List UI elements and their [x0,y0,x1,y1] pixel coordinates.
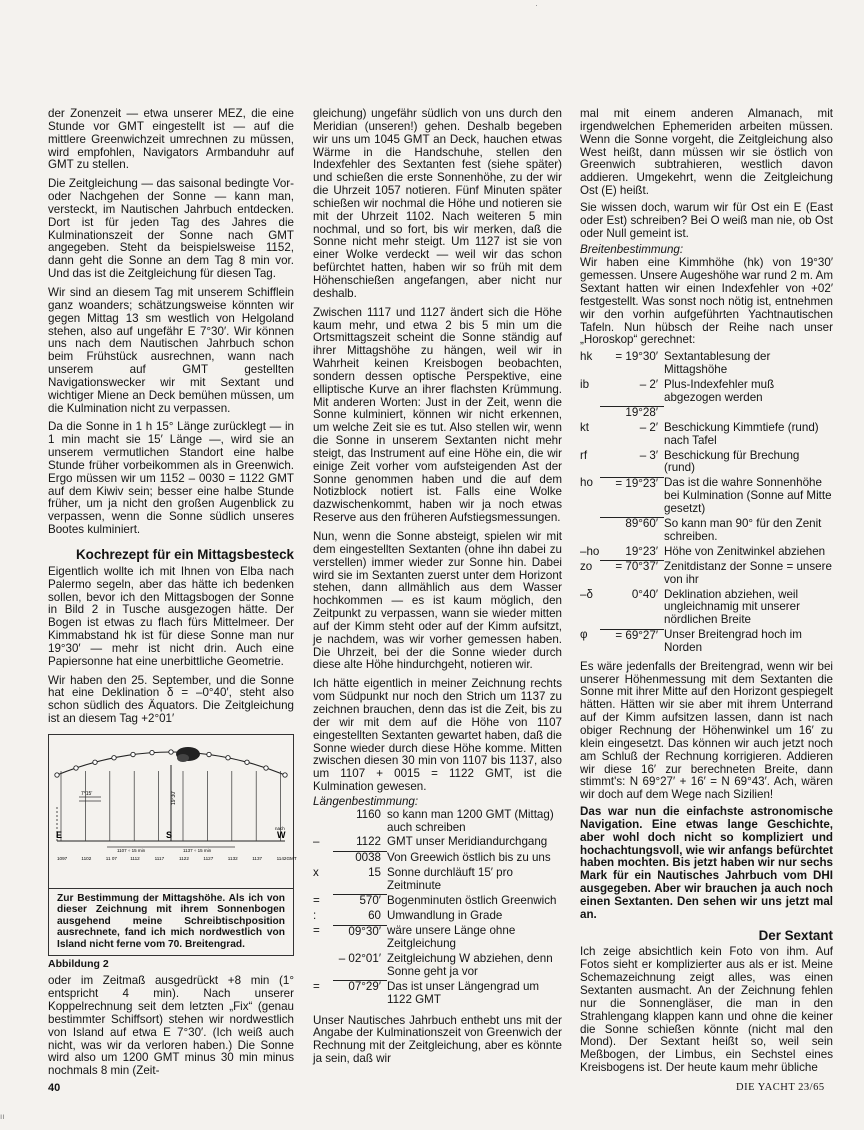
paragraph: der Zonenzeit — etwa unserer MEZ, die eine Stunde vor GMT eingestellt ist — auf die mittlere Greenwichzeit umrechnen zu müssen, wird empfohlen, Navigators Armbanduhr auf GMT zu stellen. [48,107,294,172]
row-value: 1122 [356,835,381,849]
dir-east: E [56,829,63,840]
row-text [664,407,833,422]
row-symbol: – [313,835,320,849]
row-symbol: ho [580,476,593,490]
paragraph: Da die Sonne in 1 h 15° Länge zurücklegt — in 1 min macht sie 15′ Länge —, wird sie an unserem vermutlichen Standort eine halbe Stunde früher vorbeikommen als in Greenwich. Ergo müssen wir um 1152 – 0030 = 1122 GMT auf dem Kiwiv sein; besser eine halbe Stunde früher, um ja nicht den großen Augenblick zu verpassen, wenn die Sonne südlich unseres Bootes kulminiert. [48,420,294,537]
subheading-latitude: Breitenbestimmung: [580,243,684,257]
time-label: 1137 [252,855,263,861]
calc-row [313,809,562,837]
row-value: – 2′ [639,420,658,434]
arc-point [150,750,154,754]
section-heading: Kochrezept für ein Mittagsbesteck [75,547,294,562]
row-symbol: zo [580,559,593,573]
page-number: 40 [48,1082,61,1094]
paragraph: Wir sind an diesem Tag mit unserem Schifflein ganz woanders; schätzungsweise könnten wir gegen Mittag 13 sm westlich von Helgoland stehen, also auf ungefähr E 7°30′. Wir können uns nach dem Nautischen Jahrbuch schon beim Frühstück ausrechnen, wann nach unserem auf GMT gestellten Navigationswecker wir mit Sextant und wichtiger Miene an Deck bemühen müssen, um die Kulmination nicht zu verpassen. [48,285,294,415]
row-value: = 19°30′ [615,350,658,364]
row-text: Sextantablesung der Mittagshöhe [664,350,771,377]
bracket-label-2: 1137 ÷ 15 min [183,847,212,853]
paragraph: Die Zeitgleichung — das saisonal bedingte Vor- oder Nachgehen der Sonne — kann man, versteckt, im Nautischen Jahrbuch entdecken. Dort ist für jeden Tag des Jahres die Kulminationszeit der Sonne nach GMT angegeben. Steht da beispielsweise 1152, dann geht die Sonne an dem Tag 8 min vor. Und das ist die Zeitgleichung für diesen Tag. [48,177,294,281]
row-text: Bogenminuten östlich Greenwich [387,893,557,907]
figure-box [48,734,297,957]
small-angle-label: 7°15′ [81,790,93,797]
paragraph: oder im Zeitmaß ausgedrückt +8 min (1° entspricht 4 min). Nach unserer Koppelrechnung seit dem letzten „Fix“ (genau bestimmter Schiffsort) stehen wir nordwestlich von Island auf etwa E 7°30′. (Ich weiß auch nicht, was wir da verloren haben.) Die Sonne wird also um 1200 GMT minus 30 min minus nochmals 8 min (Zeit- [48,974,294,1078]
paragraph: Wir haben den 25. September, und die Sonne hat eine Deklination δ = –0°40′, steht also schon südlich des Äquators. Die Zeitgleichung ist an diesem Tag +2°01′ [48,673,294,726]
row-text: Zenitdistanz der Sonne = unsere von ihr [664,559,832,586]
row-symbol [313,852,333,867]
calc-row [580,450,833,478]
longitude-table [313,809,562,1009]
row-value: 0038 [333,852,387,867]
sun-icon [176,747,200,762]
calc-row [580,477,833,518]
time-label: 1112 [130,855,140,861]
journal-footer: DIE YACHT 23/65 [736,1082,825,1093]
time-label: 1132 [227,855,238,861]
row-value: = 19°23′ [600,477,664,518]
row-value: = 70°37′ [600,561,664,589]
row-symbol: = [313,924,320,938]
calc-row [580,379,833,407]
row-text: Unser Breitengrad hoch im Norden [664,628,802,654]
row-text: Das ist unser Längengrad um 1122 GMT [387,979,540,1006]
paragraph: Sie wissen doch, warum wir für Ost ein E (East oder Est) schreiben? Bei O weiß man nie, ob Ost oder Null gemeint ist. [580,200,833,240]
calc-row [580,518,833,546]
row-text: Beschickung Kimmtiefe (rund) nach Tafel [664,420,819,447]
time-label: 1102 [81,855,92,861]
calc-row [313,953,562,981]
paragraph: Nun, wenn die Sonne absteigt, spielen wir mit dem eingestellten Sextanten (ohne ihn dabei zu verstellen) immer wieder zur Sonne hin. Dabei wird sie im Sextanten zuerst unter dem Horizont stehen, dann allmählich aus dem Wasser hochkommen — es ist kaum möglich, den Zeitpunkt zu verpassen, wann sie wieder mitten auf der Kimm steht oder auf der Kimm aufsitzt, je nachdem, was wir vorher gemessen haben. Die Uhrzeit, bei der die Sonne wieder durch diese alte Höhe hindurchgeht, notieren wir. [313,530,562,672]
calc-row [313,925,562,953]
arc-point [226,756,230,760]
paragraph: gleichung) ungefähr südlich von uns durch den Meridian (unseren!) gehen. Deshalb begeben wir uns um 1045 GMT an Deck, hauchen etwas Wärme in die Handschuhe, stellen den Indexfehler des Sextanten fest (siehe später) und schießen die erste Sonnenhöhe, zu der wir die Uhrzeit 1057 notieren. Fünf Minuten später schießen wir nochmal die Höhe und notieren sie mit der Uhrzeit 1102. Nach weiteren 5 min nochmal, und so fort, bis wir merken, daß die Sonne nicht mehr steigt. Um 1127 ist sie von einer Wolke verdeckt — weil wir das schon befürchtet hatten, haben wir so früh mit dem Höhenschießen angefangen, aber nicht nur deshalb. [313,107,562,300]
arc-point [55,773,59,777]
calc-row [580,351,833,379]
row-value: – 02°01′ [338,952,381,966]
column-2 [313,108,562,1072]
row-value: 1160 [356,807,381,821]
paragraph: Unser Nautisches Jahrbuch enthebt uns mit der Angabe der Kulminationszeit von Greenwich der Rechnung mit der Zeitgleichung, aber es könnte ja sein, daß wir [313,1013,562,1066]
row-symbol: x [313,866,319,880]
calc-row [313,895,562,910]
arc-point [93,760,97,764]
row-symbol: –ho [580,544,600,558]
dir-west: W [277,829,286,840]
row-text: Zeitgleichung W abziehen, denn Sonne geht ja vor [387,952,553,978]
calc-row [580,561,833,589]
calc-row [580,407,833,422]
paragraph: Ich zeige absichtlich kein Foto von ihm. Auf Fotos sieht er komplizierter aus als er ist. Meine Schemazeichnung zeigt alles, was einen Sextanten ausmacht. An der Zeichnung fehlen nur die Sonnengläser, die man in den Strahlengang klappen kann und ohne die keiner die Sonne schießen könnte (nicht mal den Mond). Der Sextant heißt so, weil sein Meßbogen, der Limbus, ein Sechstel eines Kreisbogens ist. Der heute kaum mehr übliche [580,945,833,1075]
row-value: – 2′ [639,377,658,391]
row-text: Das ist die wahre Sonnenhöhe bei Kulmination (Sonne auf Mitte gesetzt) [664,476,832,515]
arc-point [112,756,116,760]
dir-south: S [166,829,173,840]
row-text: so kann man 1200 GMT (Mittag) auch schreiben [387,807,554,834]
paragraph-bold: Das war nun die einfachste astronomische Navigation. Eine etwas lange Geschichte, aber wohl doch nicht so kompliziert und hochachtungsvoll, wie wir anfangs befürchtet haben mochten. Bis jetzt haben wir nur sechs Mark für ein Nautisches Jahrbuch vom DHI ausgegeben. Aber wir brauchen ja auch noch einen Sextanten. Den sehen wir uns jetzt mal an. [580,805,833,921]
paragraph: Eigentlich wollte ich mit Ihnen von Elba nach Palermo segeln, aber das hätte ich bedenken sollen, bevor ich den Mittagsbogen der Sonne in Bild 2 in Tusche ausgezogen hätte. Der Bogen ist etwas zu flach fürs Mittelmeer. Der Kimmabstand hk ist für diese Sonne man nur 19°30′ — mehr ist nicht drin. Auch eine Papiersonne hat eine unerbittliche Geometrie. [48,564,294,668]
row-symbol [313,953,333,981]
row-symbol: –δ [580,587,593,601]
row-symbol [313,809,333,837]
paragraph: Es wäre jedenfalls der Breitengrad, wenn wir bei unserer Höhenmessung mit dem Sextanten die Sonne mit ihrer Mitte auf den Horizont gespiegelt hätten. Hätten wir sie aber mit ihrem Unterrand auf der Kimm aufsitzen lassen, dann ist nach obiger Rechnung der Höhenwinkel um 16′ zu klein eingesetzt. Das können wir auch jetzt noch am Schluß der Rechnung korrigieren. Addieren wir diese 16′ zur berechneten Breite, dann stimmt's: N 69°27′ + 16′ = N 69°43′. Ach, wären wir doch auf dem Wege nach Sizilien! [580,659,833,802]
row-symbol: hk [580,350,593,364]
latitude-table [580,351,833,657]
arc-point [283,773,287,777]
row-text: Sonne durchläuft 15′ pro Zeitminute [387,866,513,892]
bracket-label-1: 1107 ÷ 15 min [117,847,146,853]
arc-point [169,750,173,754]
row-symbol: = [313,893,320,907]
row-symbol [580,518,600,546]
row-symbol: rf [580,448,588,462]
print-speck: · [535,0,538,10]
paragraph: Zwischen 1117 und 1127 ändert sich die Höhe kaum mehr, und etwa 2 bis 5 min um die Ortsmittagszeit scheint die Sonne ständig auf ihrer Mittagshöhe zu hängen, weil wir in Wahrheit keinen Kreisbogen beobachten, sondern dessen optische Perspektive, eine elliptische Kurve an ihrer flachsten Krümmung. Mit anderen Worten: Just in der Zeit, wenn die Sonne kulminiert, können wir nicht erkennen, um welche Zeit sie es tut. Also stellen wir, wenn die Sonne in unserem Sextanten nicht mehr steigt, das Instrument auf eine Höhe ein, die wir einige Zeit vorher vom aufsteigenden Ast der Sonne genommen haben und die auf dem Notizblock notiert ist. Falls eine Wolke dazwischenkommt, haben wir ja noch etwas Reserve aus den früheren Aufstiegsmessungen. [313,305,562,525]
row-symbol: φ [580,628,588,642]
calc-row [580,589,833,630]
time-label: 1127 [203,855,214,861]
row-value: 89°60′ [600,518,664,546]
calc-row [313,836,562,851]
time-label: 1142GMT [276,855,297,861]
nach-label: nach [275,825,285,831]
row-symbol: = [313,979,320,993]
paragraph: Ich hätte eigentlich in meiner Zeichnung rechts vom Südpunkt nur noch den Strich um 1137 zu zeichnen brauchen, denn das ist die Zeit, bis zu der wir mit dem auf die Höhe von 1107 eingestellten Sextanten gewartet haben, daß die Sonne wieder durch diese Höhe komme. Mitten zwischen diesen 30 min von 1107 bis 1137, also um 1107 + 0015 = 1122 GMT, ist die Kulmination gewesen. [313,677,562,794]
sun-arc-diagram [49,734,297,889]
row-text: wäre unsere Länge ohne Zeitgleichung [387,924,516,951]
section-heading: Der Sextant [758,927,833,943]
row-value: 570′ [333,895,387,910]
time-label: 1117 [154,855,165,861]
row-text: GMT unser Meridiandurchgang [387,835,548,849]
row-text: Umwandlung in Grade [387,909,503,923]
row-symbol: : [313,909,317,923]
calc-row [313,852,562,867]
arc-point [131,752,135,756]
figure-caption: Zur Bestimmung der Mittagshöhe. Als ich von dieser Zeichnung mit ihrem Sonnenbogen ausgehend meine Schreibtischposition ausrechnete, fand ich mich nordwestlich von Island nicht ferne vom 70. Breitengrad. [57,892,285,950]
arc-point [207,752,211,756]
row-value: 0°40′ [631,587,658,601]
time-label: 1097 [57,855,68,861]
column-1 [48,107,297,1084]
row-symbol: kt [580,420,590,434]
subheading-longitude: Längenbestimmung: [313,794,419,808]
time-label: 11 07 [105,855,117,861]
row-text: Von Greewich östlich bis zu uns [387,850,551,864]
row-value: 15 [368,866,381,880]
row-value: = 69°27′ [600,629,664,657]
row-value: 19°23′ [625,544,658,558]
row-text: Deklination abziehen, weil ungleichnamig mit unserer nördlichen Breite [664,587,800,627]
arc-point [264,766,268,770]
calc-row [580,422,833,450]
diagram-svg [49,735,297,888]
paragraph: Wir haben eine Kimmhöhe (hk) von 19°30′ gemessen. Unsere Augeshöhe war rund 2 m. Am Sextant hatten wir einen Indexfehler von +02′ festgestellt. Was sonst noch nötig ist, entnehmen wir den vorhin aufgeführten Yachtnautischen Tafeln. Nun hübsch der Reihe nach unser „Horoskop“ gerechnet: [580,256,833,347]
row-value: 07°29′ [333,981,387,1009]
calc-row [580,546,833,561]
row-value: 19°28′ [600,407,664,422]
arc-point [74,766,78,770]
row-symbol: ib [580,377,590,391]
altitude-label: 19°30′ [171,790,177,805]
column-3 [580,108,833,1079]
calc-row [313,981,562,1009]
row-text: Plus-Indexfehler muß abgezogen werden [664,377,775,404]
row-symbol [580,407,600,422]
row-value: 60 [368,909,381,923]
row-text: So kann man 90° für den Zenit schreiben. [664,516,822,543]
arc-point [245,760,249,764]
paragraph: mal mit einem anderen Almanach, mit irgendwelchen Ephemeriden arbeiten müssen. Wenn die Sonne vorgeht, die Zeitgleichung also West heißt, dann müssen wir sie östlich von Greenwich subtrahieren, westlich davon addieren. Umgekehrt, wenn die Zeitgleichung Ost (E) heißt. [580,107,833,198]
row-text: Beschickung für Brechung (rund) [664,448,800,475]
calc-row [313,867,562,895]
row-value: 09°30′ [333,925,387,953]
calc-row [313,910,562,925]
row-text: Höhe von Zenitwinkel abziehen [664,544,826,558]
time-label: 1122 [179,855,189,861]
row-value: – 3′ [639,448,658,462]
edge-mark: ıı [0,1112,5,1121]
calc-row [580,629,833,657]
figure-label: Abbildung 2 [48,958,109,971]
